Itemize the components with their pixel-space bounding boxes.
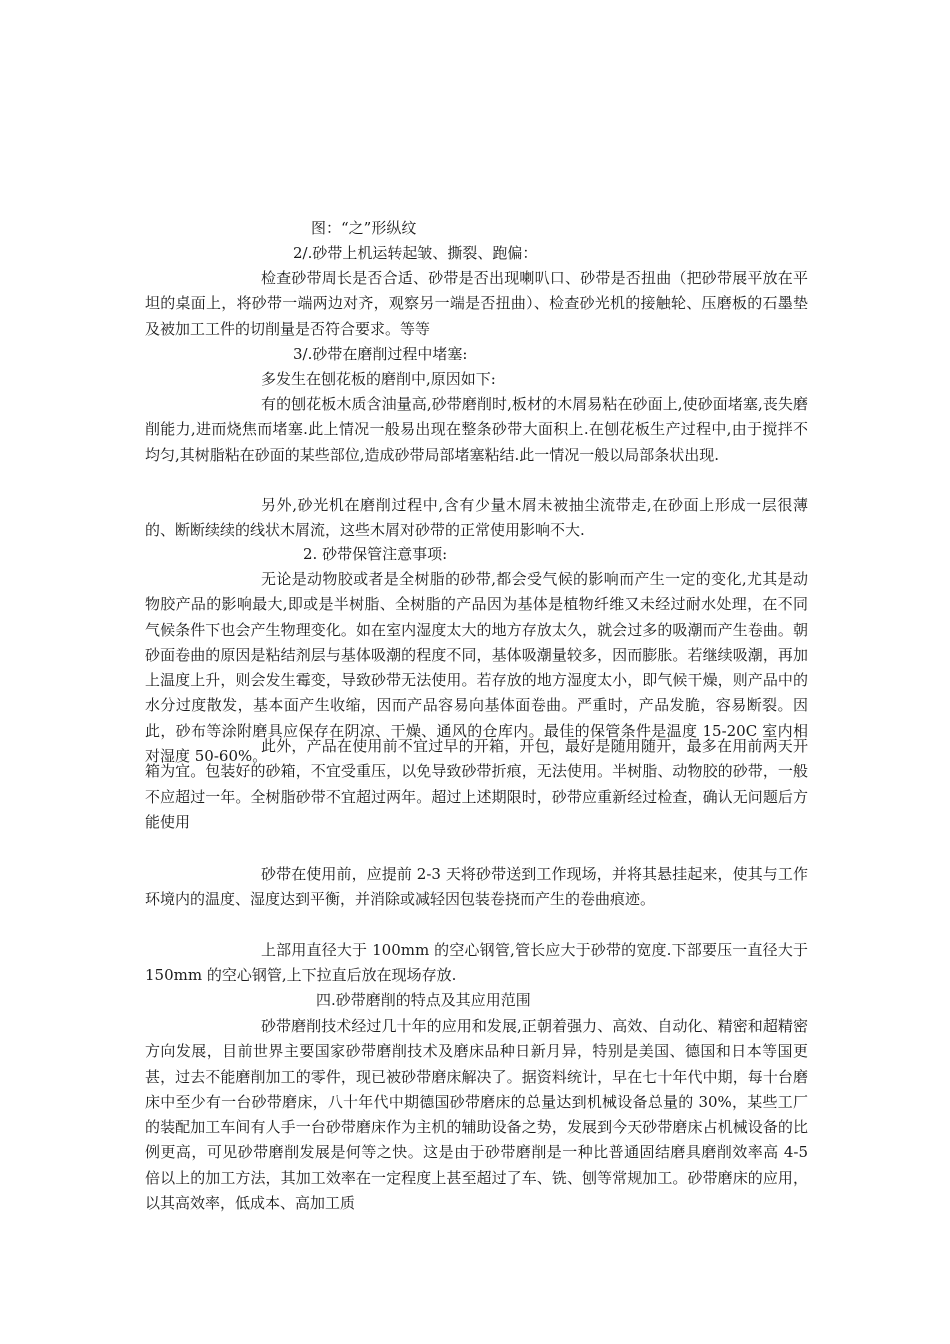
section-3-intro: 多发生在刨花板的磨削中,原因如下: <box>261 370 496 388</box>
storage-paragraph-4: 上部用直径大于 100mm 的空心钢管,管长应大于砂带的宽度.下部要压一直径大于 150mm 的空心钢管,上下拉直后放在现场存放. <box>145 941 808 985</box>
section-2-heading: 2/.砂带上机运转起皱、撕裂、跑偏： <box>293 244 538 262</box>
storage-paragraph-3: 砂带在使用前，应提前 2-3 天将砂带送到工作现场，并将其悬挂起来，使其与工作环境内的温度、湿度达到平衡，并消除或减轻因包装卷挠而产生的卷曲痕迹。 <box>145 865 808 909</box>
section-2-body: 检查砂带周长是否合适、砂带是否出现喇叭口、砂带是否扭曲（把砂带展平放在平坦的桌面上，将砂带一端两边对齐，观察另一端是否扭曲）、检查砂光机的接触轮、压磨板的石墨垫及被加工工件的切削量是否符合要求。等等 <box>145 269 808 338</box>
section-3-paragraph-2: 另外,砂光机在磨削过程中,含有少量木屑未被抽尘流带走,在砂面上形成一层很薄的、断断续续的线状木屑流，这些木屑对砂带的正常使用影响不大. <box>145 496 808 540</box>
figure-caption: 图：“之”形纵纹 <box>311 219 417 237</box>
storage-paragraph-1: 无论是动物胶或者是全树脂的砂带,都会受气候的影响而产生一定的变化,尤其是动物胶产品的影响最大,即或是半树脂、全树脂的产品因为基体是植物纤维又未经过耐水处理，在不同气候条件下也会产生物理变化。如在室内湿度太大的地方存放太久，就会过多的吸潮而产生卷曲。朝砂面卷曲的原因是粘结剂层与基体吸潮的程度不同，基体吸潮量较多，因而膨胀。若继续吸潮，再加上温度上升，则会发生霉变，导致砂带无法使用。若存放的地方湿度太小，即气候干燥，则产品中的水分过度散发，基本面产生收缩，因而产品容易向基体面卷曲。严重时，产品发脆，容易断裂。因此，砂布等涂附磨具应保存在阴凉、干燥、通风的仓库内。最佳的保管条件是温度 15-20C 室内相对湿度 50-60%。 <box>145 570 808 766</box>
section-3-paragraph-1: 有的刨花板木质含油量高,砂带磨削时,板材的木屑易粘在砂面上,使砂面堵塞,丧失磨削能力,进而烧焦而堵塞.此上情况一般易出现在整条砂带大面积上.在刨花板生产过程中,由于搅拌不均匀,其树脂粘在砂面的某些部位,造成砂带局部堵塞粘结.此一情况一般以局部条状出现. <box>145 395 808 464</box>
storage-heading: 2. 砂带保管注意事项: <box>303 545 448 563</box>
storage-paragraph-2: 此外，产品在使用前不宜过早的开箱，开包，最好是随用随开，最多在用前两天开箱为宜。包装好的砂箱，不宜受重压，以免导致砂带折痕，无法使用。半树脂、动物胶的砂带，一般不应超过一年。全树脂砂带不宜超过两年。超过上述期限时，砂带应重新经过检查，确认无问题后方能使用 <box>145 737 808 831</box>
section-4-heading: 四.砂带磨削的特点及其应用范围 <box>316 991 531 1009</box>
section-4-paragraph-1: 砂带磨削技术经过几十年的应用和发展,正朝着强力、高效、自动化、精密和超精密方向发展，目前世界主要国家砂带磨削技术及磨床品种日新月异，特别是美国、德国和日本等国更甚，过去不能磨削加工的零件，现已被砂带磨床解决了。据资料统计，早在七十年代中期，每十台磨床中至少有一台砂带磨床，八十年代中期德国砂带磨床的总量达到机械设备总量的 30%，某些工厂的装配加工车间有人手一台砂带磨床作为主机的辅助设备之势，发展到今天砂带磨床占机械设备的比例更高，可见砂带磨削发展是何等之快。这是由于砂带磨削是一种比普通固结磨具磨削效率高 4-5 倍以上的加工方法，其加工效率在一定程度上甚至超过了车、铣、刨等常规加工。砂带磨床的应用，以其高效率，低成本、高加工质 <box>145 1017 808 1213</box>
section-3-heading: 3/.砂带在磨削过程中堵塞: <box>293 345 468 363</box>
